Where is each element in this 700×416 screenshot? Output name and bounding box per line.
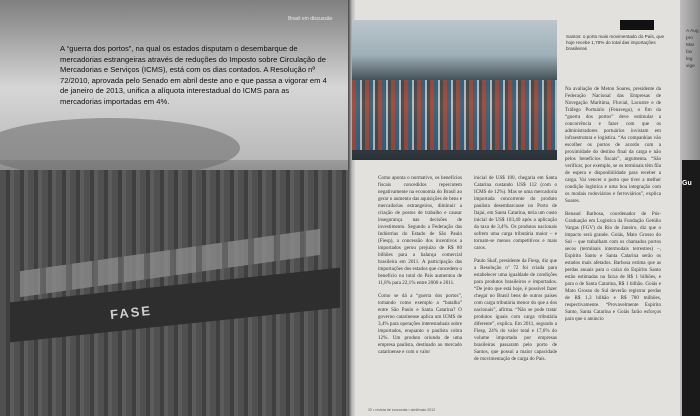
paragraph: Como aponta o normativo, os benefícios fiscais concedidos repercutem negativamente na economia do Brasil ao gerar o aumento das aquisições de bens e mercadorias estrangeiros, diminuir a criação de postos de trabalho e causar insegurança nas decisões de investimento. Segundo a Federação das Indústrias do Estado de São Paulo (Fiesp), a concessão dos incentivos a importados gerou prejuízo de R$ 80 bilhões para a balança comercial brasileira em 2011. A participação das importações dos estados que concedem o benefício no total do País aumentou de 11,8% para 22,1% entre 2000 e 2011. [378,175,462,286]
container-stacks [352,80,557,150]
section-tag: Brasil em discussão [288,16,333,22]
next-page-dark-panel [682,160,700,416]
next-page-heading-fragment: Gu [682,180,692,187]
paragraph: Paulo Skaf, presidente da Fiesp, diz que a Resolução nº 72 foi criada para estabelecer uma igualdade de condições para produtos brasileiros e importados. “De jeito que está hoje, é possível fazer chegar no Brasil bens de outros países com carga tributária menor do que a dos nacionais”, afirma. “Não se pode tratar produtos iguais com carga tributária diferente”, explica. Em 2011, segundo a Fiesp, 24% do valor total e 17,6% do volume importado por empresas brasileiras passaram pelo porto de Santos, que possui a maior capacidade de movimentação de carga do País. [474,258,557,362]
paragraph: inicial de US$ 100, chegaria em Santa Catarina custando US$ 112 (com o ICMS de 12%). Mas se uma mercadoria importada concorrente do produto paulista desembarcasse no Porto de Itajaí, em Santa Catarina, teria um custo inicial de US$ 103,40 após a aplicação da taxa de 3,4%. Os produtos nacionais sofrem uma carga tributária maior – e tornam-se menos competitivos e mais caros. [474,175,557,251]
ship-name-text: FASE [109,302,153,323]
paragraph: Como se dá a “guerra dos portos”, tomando como exemplo a “batalha” entre São Paulo e Santa Catarina? O governo catarinense aplica um ICMS de 3,4% para operações interestaduais sobre importados, enquanto o paulista cobra 12%. Um produto oriundo de uma empresa paulista, destinado ao mercado catarinense e com o valor [378,293,462,355]
paragraph: Renaud Barbosa, coordenador de Pós-Graduação em Logística da Fundação Getúlio Vargas (FGV) do Rio de Janeiro, diz que o impacto será grande. Goiás, Mato Grosso do Sul – que trabalham com os chamados portos secos (terminais intermodais terrestres) –, Espírito Santo e Santa Catarina serão os estados mais afetados. Barbosa estima que as perdas anuais para o caixa do Espírito Santo estão estimadas na faixa de R$ 1 bilhões, e para o de Santa Catarina, R$ 1 bilhão. Goiás e Mato Grosso do Sul deverão registrar perdas de R$ 1,3 bilhão e R$ 700 milhões, respectivamente. “Provavelmente Espírito Santo, Santa Catarina e Goiás farão esforços para que o anúncio [565,211,661,322]
next-page-text-fragment: A Aug pro Mar fav leg vige [686,29,699,69]
page-footer: 32 • revista de economia • abril/maio 2012 [368,408,436,412]
paragraph: Na avaliação de Meton Soares, presidente da Federação Nacional das Empresas de Navegação Marítima, Fluvial, Lacustre e de Tráfego Portuário (Fenavega), o fim da “guerra dos portos” deve estimular a concorrência e fazer com que os administradores portuários invistam em infraestrutura e logística. “As companhias vão escolher os portos de acordo com a proximidade do destino final da carga e não pelos benefícios fiscais”, argumenta. “São verificar, por exemplo, se os terminais têm fila de espera e disponibilidade para receber a carga. Vai vencer o porto que tiver a melhor condição logística e uma boa integração com os modais rodoviários e ferroviários”, explica Soares. [565,86,661,204]
section-marker-bar [620,20,654,30]
hill-shape [0,118,240,178]
text-column-1 [378,175,462,362]
santos-port-photo [352,20,557,160]
text-column-2 [474,175,557,369]
intro-paragraph: A “guerra dos portos”, na qual os estados disputam o desembarque de mercadorias estrangeiras através de reduções do Imposto sobre Circulação de Mercadorias e Serviços (ICMS), está com os dias contados. A Resolução nº 72/2010, aprovada pelo Senado em abril deste ano e que passa a vigorar em 4 de janeiro de 2013, unifica a alíquota interestadual do ICMS para as mercadorias importadas em 4%. [60,44,327,106]
text-column-3 [565,86,661,329]
photo-caption: Santos: o porto mais movimentado do País, que hoje recebe 1,78% do total das importações brasileiras [566,34,665,51]
